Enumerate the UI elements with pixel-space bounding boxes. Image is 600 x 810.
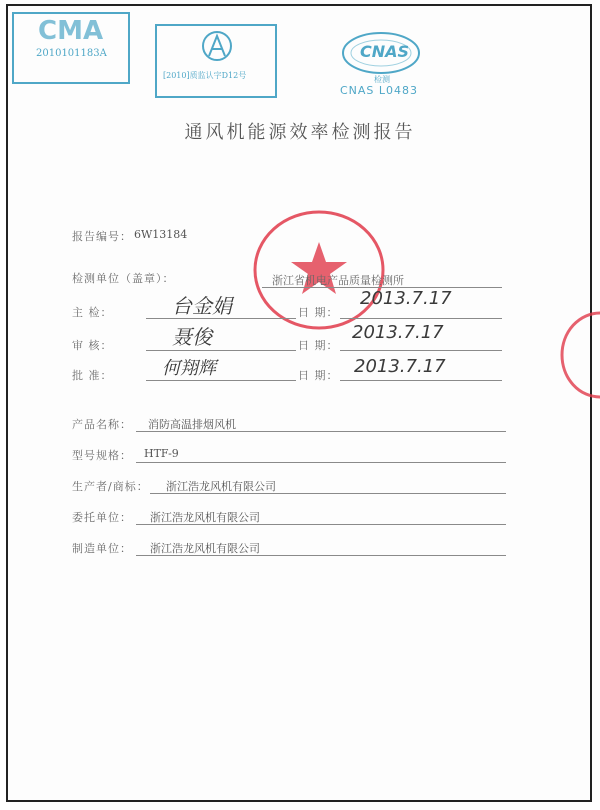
approver-date-label: 日 期：	[298, 369, 339, 382]
cnas-number: CNAS L0483	[340, 84, 419, 97]
inspector-label: 主 检：	[72, 306, 113, 319]
approver-date-line	[340, 380, 502, 381]
cal-stamp	[155, 24, 277, 98]
product-name-label: 产品名称：	[72, 418, 132, 431]
client-value: 浙江浩龙风机有限公司	[150, 511, 260, 524]
report-title: 通风机能源效率检测报告	[184, 122, 416, 143]
report-number-value: 6W13184	[134, 228, 188, 241]
reviewer-line	[146, 350, 296, 351]
reviewer-signature: 聂俊	[172, 325, 212, 349]
approver-label: 批 准：	[72, 369, 113, 382]
maker-line	[150, 493, 506, 494]
maker-value: 浙江浩龙风机有限公司	[166, 480, 276, 493]
manufacturer-value: 浙江浩龙风机有限公司	[150, 542, 260, 555]
cma-stamp-logo: CMA	[38, 16, 104, 46]
model-label: 型号规格：	[72, 449, 132, 462]
reviewer-date-label: 日 期：	[298, 339, 339, 352]
reviewer-date-line	[340, 350, 502, 351]
reviewer-date: 2013.7.17	[352, 322, 444, 343]
cma-stamp	[12, 12, 130, 84]
manufacturer-label: 制造单位：	[72, 542, 132, 555]
product-name-value: 消防高温排烟风机	[148, 418, 236, 431]
approver-date: 2013.7.17	[354, 356, 446, 377]
inspector-date: 2013.7.17	[360, 288, 452, 309]
cal-logo-icon	[197, 28, 237, 64]
product-name-line	[136, 431, 506, 432]
cnas-logo-text: CNAS	[360, 42, 410, 61]
model-line	[136, 462, 506, 463]
lab-value: 浙江省机电产品质量检测所	[272, 274, 404, 287]
cnas-sub-text: 检测	[374, 75, 390, 84]
reviewer-label: 审 核：	[72, 339, 113, 352]
lab-label: 检测单位（盖章）：	[72, 272, 175, 285]
client-label: 委托单位：	[72, 511, 132, 524]
inspector-date-line	[340, 318, 502, 319]
approver-signature: 何翔辉	[162, 358, 216, 379]
cnas-mark	[338, 28, 424, 98]
manufacturer-line	[136, 555, 506, 556]
partial-seal	[556, 310, 600, 400]
approver-line	[146, 380, 296, 381]
report-number-label: 报告编号：	[72, 230, 132, 243]
inspector-signature: 台金娟	[172, 294, 232, 318]
maker-label: 生产者/商标：	[72, 480, 149, 493]
cal-stamp-number: [2010]质监认字D12号	[163, 71, 247, 80]
inspector-line	[146, 318, 296, 319]
cma-stamp-number: 2010101183A	[36, 48, 107, 59]
client-line	[136, 524, 506, 525]
model-value: HTF-9	[144, 447, 179, 460]
partial-seal-icon	[556, 310, 600, 400]
inspector-date-label: 日 期：	[298, 306, 339, 319]
